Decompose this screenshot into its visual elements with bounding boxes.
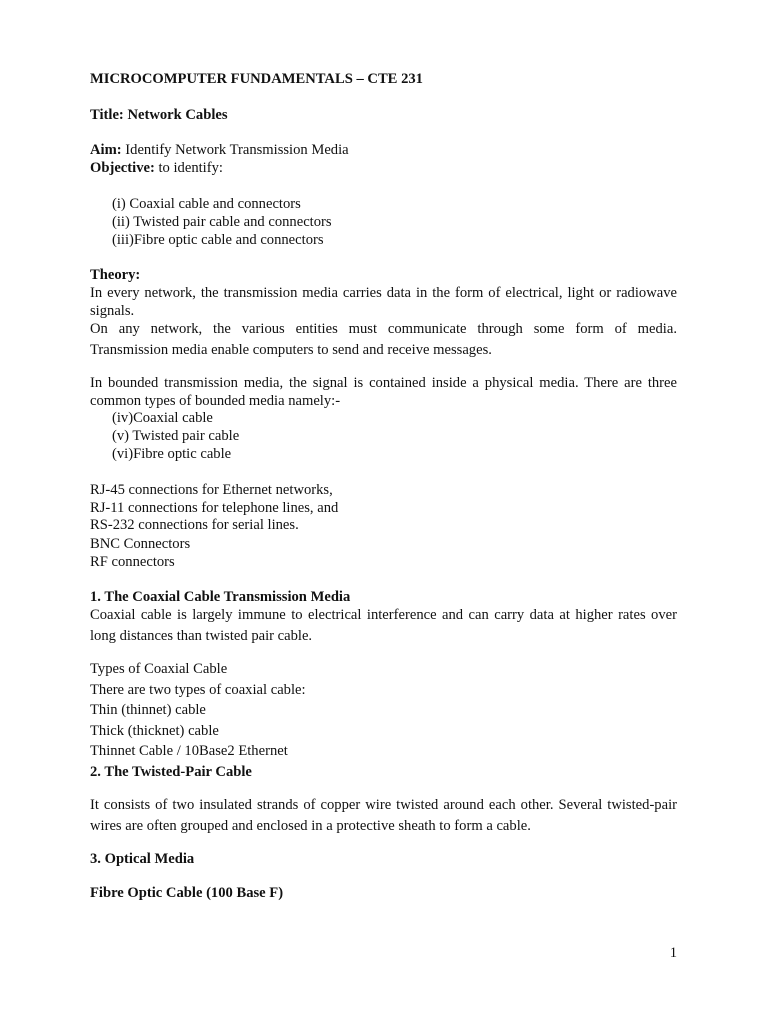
theory-paragraph-line: signals. — [90, 303, 135, 319]
objective-label: Objective: — [90, 160, 155, 176]
aim-line — [90, 141, 349, 159]
objective-line — [90, 159, 223, 177]
connection-line: BNC Connectors — [90, 536, 191, 552]
title-value: Network Cables — [127, 107, 228, 123]
coaxial-types-line: Thin (thinnet) cable — [90, 702, 206, 718]
objective-value: to identify: — [158, 160, 223, 176]
objective-item: (i) Coaxial cable and connectors — [112, 196, 301, 212]
connection-line: RS-232 connections for serial lines. — [90, 517, 299, 533]
theory-paragraph-line: In every network, the transmission media carries data in the form of electrical, light or radiowave — [90, 285, 677, 301]
coaxial-types-line: There are two types of coaxial cable: — [90, 682, 306, 698]
coaxial-heading: 1. The Coaxial Cable Transmission Media — [90, 589, 351, 605]
objective-item: (ii) Twisted pair cable and connectors — [112, 214, 332, 230]
connection-line: RJ-11 connections for telephone lines, and — [90, 500, 339, 516]
aim-value: Identify Network Transmission Media — [125, 142, 349, 158]
theory-heading: Theory: — [90, 267, 141, 283]
coaxial-paragraph-line: long distances than twisted pair cable. — [90, 628, 313, 644]
twisted-pair-paragraph-line: wires are often grouped and enclosed in a protective sheath to form a cable. — [90, 818, 531, 834]
coaxial-paragraph-line: Coaxial cable is largely immune to electrical interference and can carry data at higher rates over — [90, 607, 677, 623]
coaxial-types-line: Thick (thicknet) cable — [90, 723, 219, 739]
fibre-optic-subheading: Fibre Optic Cable (100 Base F) — [90, 885, 284, 901]
objective-item: (iii)Fibre optic cable and connectors — [112, 232, 324, 248]
bounded-paragraph-line: common types of bounded media namely:- — [90, 393, 341, 409]
title-line — [90, 106, 228, 124]
theory-paragraph-line: On any network, the various entities must communicate through some form of media. — [90, 321, 677, 337]
bounded-media-item: (iv)Coaxial cable — [112, 410, 213, 426]
optical-media-heading: 3. Optical Media — [90, 851, 195, 867]
course-header: MICROCOMPUTER FUNDAMENTALS – CTE 231 — [90, 71, 423, 87]
twisted-pair-heading: 2. The Twisted-Pair Cable — [90, 764, 252, 780]
connection-line: RJ-45 connections for Ethernet networks, — [90, 482, 333, 498]
bounded-media-item: (vi)Fibre optic cable — [112, 446, 232, 462]
coaxial-types-line: Thinnet Cable / 10Base2 Ethernet — [90, 743, 288, 759]
coaxial-types-line: Types of Coaxial Cable — [90, 661, 228, 677]
theory-paragraph-line: Transmission media enable computers to send and receive messages. — [90, 342, 492, 358]
title-label: Title: — [90, 107, 124, 123]
aim-label: Aim: — [90, 142, 122, 158]
connection-line: RF connectors — [90, 554, 175, 570]
twisted-pair-paragraph-line: It consists of two insulated strands of copper wire twisted around each other. Several twisted-pair — [90, 797, 677, 813]
bounded-paragraph-line: In bounded transmission media, the signal is contained inside a physical media. There are three — [90, 375, 677, 391]
bounded-media-item: (v) Twisted pair cable — [112, 428, 240, 444]
page-number: 1 — [669, 945, 677, 961]
